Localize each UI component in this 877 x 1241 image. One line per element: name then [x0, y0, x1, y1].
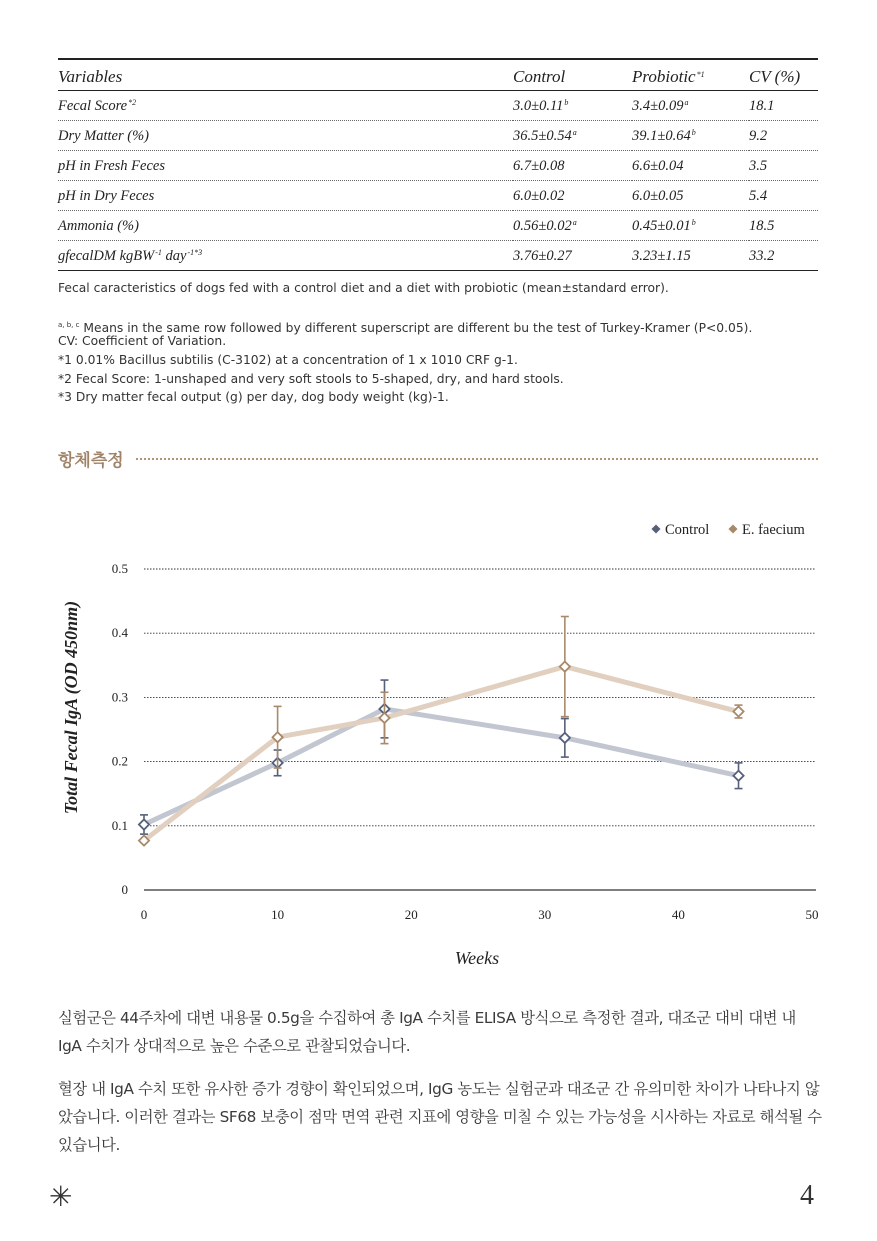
header-probiotic	[632, 59, 749, 91]
table-row	[58, 91, 818, 121]
control-value: 36.5±0.54	[513, 127, 572, 144]
probiotic-value: 3.23±1.15	[632, 247, 691, 264]
cell-control	[513, 151, 632, 181]
table-caption: Fecal caracteristics of dogs fed with a control diet and a diet with probiotic (mean±standard error).	[58, 281, 669, 295]
table-row	[58, 211, 818, 241]
cell-variable	[58, 211, 513, 241]
cv-value: 9.2	[749, 127, 768, 144]
variable-sup: *2	[128, 97, 137, 107]
iga-line-chart	[0, 500, 877, 990]
section-header	[58, 446, 818, 470]
cell-variable	[58, 241, 513, 271]
variable-text: pH in Fresh Feces	[58, 157, 165, 174]
table-row	[58, 181, 818, 211]
probiotic-sup: b	[691, 127, 696, 137]
cv-value: 18.5	[749, 217, 775, 234]
body-paragraph-2: 혈장 내 IgA 수치 또한 유사한 증가 경향이 확인되었으며, IgG 농도는 실험군과 대조군 간 유의미한 차이가 나타나지 않았습니다. 이러한 결과는 SF68 보충이 점막 면역 관련 지표에 영향을 미칠 수 있는 가능성을 시사하는 자료로 해석될 수 있습니다.	[58, 1080, 822, 1154]
cell-cv	[749, 211, 818, 241]
y-tick-label: 0.4	[111, 625, 128, 641]
footnote-1: *1 0.01% Bacillus subtilis (C-3102) at a concentration of 1 x 1010 CRF g-1.	[58, 353, 518, 367]
x-tick-label: 50	[805, 907, 819, 922]
control-value: 0.56±0.02	[513, 217, 572, 234]
control-value: 6.7±0.08	[513, 157, 565, 174]
cv-value: 3.5	[749, 157, 768, 174]
footnote-2: *2 Fecal Score: 1-unshaped and very soft stools to 5-shaped, dry, and hard stools.	[58, 372, 564, 386]
section-title: 항체측정	[58, 451, 124, 471]
control-value: 3.0±0.11	[513, 97, 564, 114]
series-line-0	[144, 709, 739, 825]
x-axis-title: Weeks	[454, 948, 500, 968]
cell-probiotic	[632, 121, 749, 151]
cell-variable	[58, 91, 513, 121]
cell-cv	[749, 121, 818, 151]
cv-value: 5.4	[749, 187, 768, 204]
cell-cv	[749, 151, 818, 181]
probiotic-value: 39.1±0.64	[632, 127, 691, 144]
data-point-marker	[560, 733, 570, 743]
cv-note: CV: Coefficient of Variation.	[58, 334, 227, 348]
header-probiotic-label: Probiotic	[632, 67, 696, 86]
table-row	[58, 121, 818, 151]
header-variables: Variables	[58, 59, 513, 91]
variable-text: Dry Matter (%)	[58, 127, 150, 144]
cell-cv	[749, 241, 818, 271]
data-point-marker	[733, 706, 743, 716]
table-row	[58, 241, 818, 271]
cv-value: 18.1	[749, 97, 775, 114]
cell-variable	[58, 151, 513, 181]
legend-label: E. faecium	[742, 522, 805, 538]
y-tick-label: 0	[121, 882, 128, 897]
control-sup: a	[572, 217, 577, 227]
cell-probiotic	[632, 241, 749, 271]
variable-sup: -1	[155, 247, 162, 257]
x-tick-label: 30	[538, 907, 552, 922]
header-cv: CV (%)	[749, 59, 818, 91]
variable-text: Fecal Score	[58, 97, 128, 114]
footnote-3: *3 Dry matter fecal output (g) per day, dog body weight (kg)-1.	[58, 390, 449, 404]
cell-probiotic	[632, 211, 749, 241]
y-tick-label: 0.5	[111, 561, 128, 576]
control-sup: b	[564, 97, 569, 107]
cell-control	[513, 121, 632, 151]
cell-variable	[58, 121, 513, 151]
data-point-marker	[733, 771, 743, 781]
header-probiotic-sup: *1	[696, 70, 705, 79]
cv-value: 33.2	[749, 247, 775, 264]
legend-marker	[728, 524, 737, 533]
probiotic-value: 0.45±0.01	[632, 217, 691, 234]
y-tick-label: 0.2	[111, 753, 128, 769]
probiotic-value: 6.6±0.04	[632, 157, 684, 174]
variable-text: pH in Dry Feces	[58, 187, 155, 204]
x-tick-label: 10	[271, 907, 285, 922]
legend-label: Control	[665, 522, 710, 538]
x-tick-label: 40	[671, 907, 685, 922]
cell-control	[513, 211, 632, 241]
asterisk-ornament-icon: ✳	[49, 1180, 73, 1213]
y-tick-label: 0.3	[111, 689, 128, 705]
legend-marker	[651, 524, 660, 533]
control-value: 3.76±0.27	[513, 247, 572, 264]
page-number: 4	[800, 1180, 814, 1211]
variable-suffix-sup: -1*3	[187, 247, 203, 257]
probiotic-value: 3.4±0.09	[632, 97, 684, 114]
variable-text: Ammonia (%)	[58, 217, 139, 234]
table-row	[58, 151, 818, 181]
superscript-note-prefix: a, b, c	[58, 321, 80, 329]
y-tick-label: 0.1	[111, 817, 128, 833]
fecal-characteristics-table-wrap	[58, 58, 818, 271]
cell-probiotic	[632, 181, 749, 211]
cell-control	[513, 181, 632, 211]
y-axis-title: Total Fecal IgA (OD 450nm)	[61, 600, 81, 815]
x-tick-label: 20	[404, 907, 418, 922]
cell-control	[513, 241, 632, 271]
probiotic-sup: b	[691, 217, 696, 227]
cell-probiotic	[632, 151, 749, 181]
section-divider	[136, 458, 818, 460]
header-control: Control	[513, 59, 632, 91]
probiotic-sup: a	[684, 97, 689, 107]
control-value: 6.0±0.02	[513, 187, 565, 204]
series-line-1	[144, 667, 739, 841]
x-tick-label: 0	[140, 907, 148, 922]
cell-probiotic	[632, 91, 749, 121]
fecal-characteristics-table	[58, 58, 818, 271]
table-header-row	[58, 59, 818, 91]
superscript-note-text: Means in the same row followed by different superscript are different bu the test of Turkey-Kramer (P<0.05).	[79, 321, 753, 336]
cell-control	[513, 91, 632, 121]
control-sup: a	[572, 127, 577, 137]
variable-suffix: day	[161, 247, 187, 264]
probiotic-value: 6.0±0.05	[632, 187, 684, 204]
body-paragraph-1: 실험군은 44주차에 대변 내용물 0.5g을 수집하여 총 IgA 수치를 ELISA 방식으로 측정한 결과, 대조군 대비 대변 내 IgA 수치가 상대적으로 높은 수준으로 관찰되었습니다.	[58, 1009, 796, 1055]
variable-text: gfecalDM kgBW	[58, 247, 155, 264]
cell-cv	[749, 91, 818, 121]
cell-variable	[58, 181, 513, 211]
cell-cv	[749, 181, 818, 211]
